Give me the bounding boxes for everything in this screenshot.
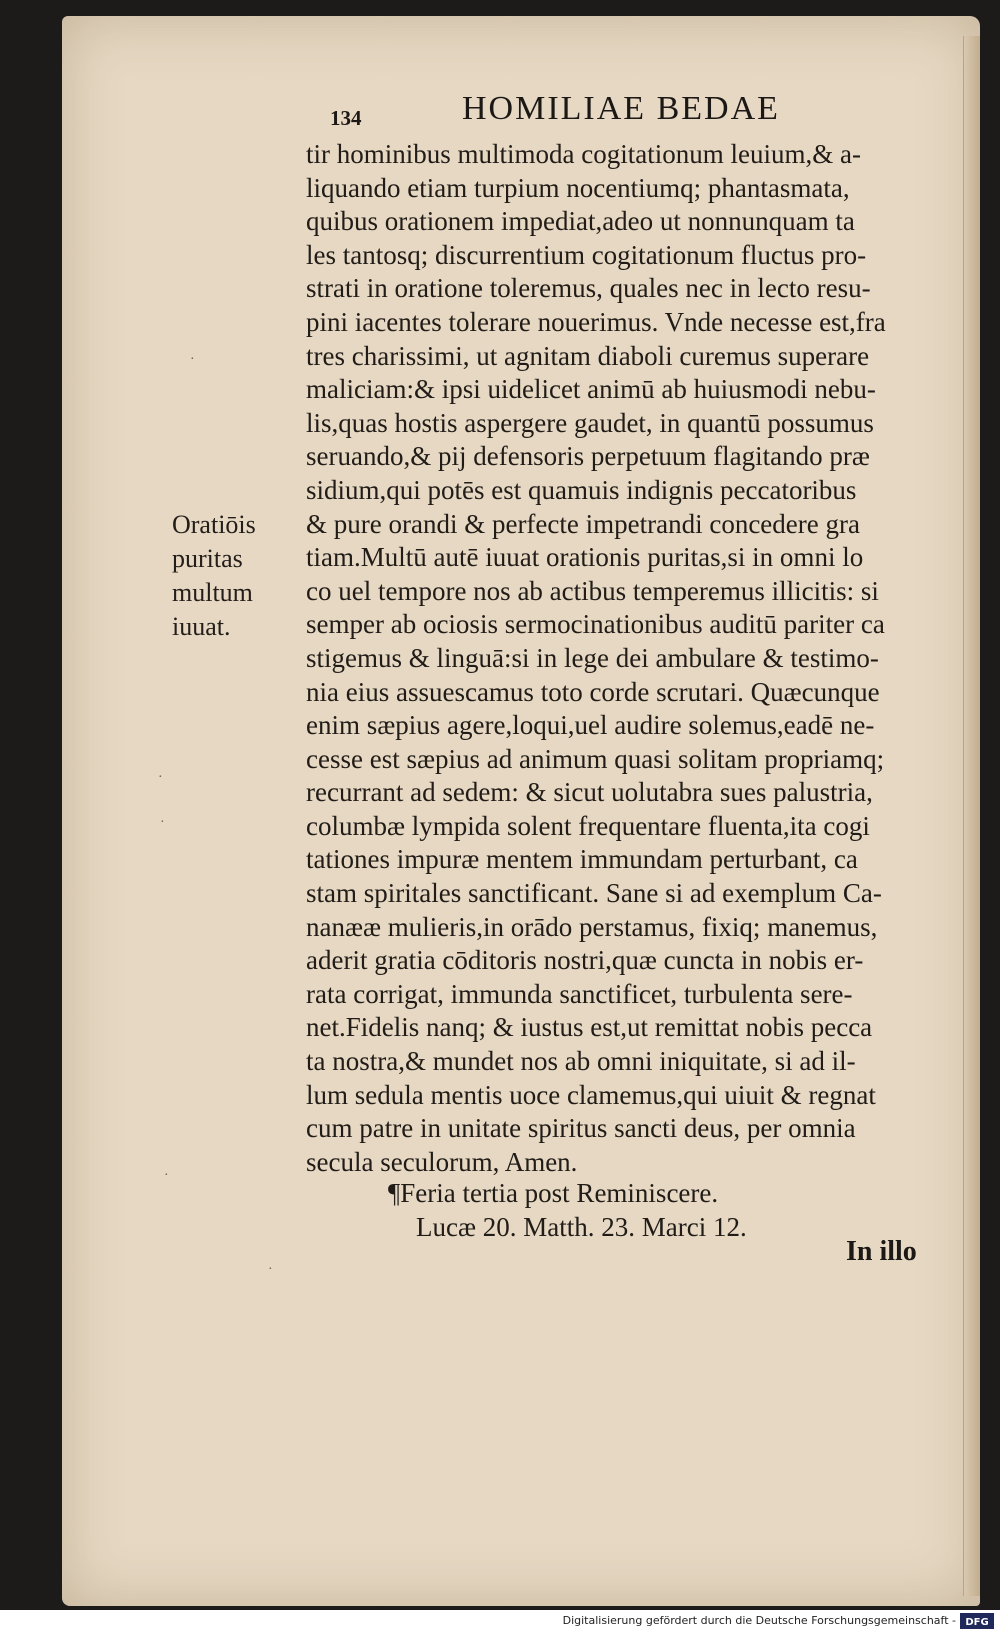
- text-line: co uel tempore nos ab actibus temperemus illicitis: si: [306, 575, 879, 606]
- text-line: net.Fidelis nanq; & iustus est,ut remittat nobis pecca: [306, 1012, 873, 1043]
- margin-note: [172, 508, 297, 644]
- text-line: pini iacentes tolerare nouerimus. Vnde necesse est,fra: [306, 306, 886, 337]
- text-line: tationes impuræ mentem immundam perturbant, ca: [306, 844, 858, 875]
- text-line: stigemus & linguā:si in lege dei ambulare & testimo-: [306, 642, 879, 673]
- margin-note-line: Oratiōis: [172, 510, 256, 539]
- dfg-logo-icon: [960, 1613, 994, 1629]
- section-heading-title: ¶Feria tertia post Reminiscere.: [388, 1178, 719, 1208]
- text-line: ta nostra,& mundet nos ab omni iniquitate, si ad il-: [306, 1046, 856, 1077]
- text-line: stam spiritales sanctificant. Sane si ad exemplum Ca-: [306, 878, 882, 909]
- text-line: seruando,& pij defensoris perpetuum flagitando præ: [306, 441, 870, 472]
- footer-bar: [0, 1610, 1000, 1636]
- text-line: columbæ lympida solent frequentare fluenta,ita cogi: [306, 810, 870, 841]
- footer-credit: Digitalisierung gefördert durch die Deutsche Forschungsgemeinschaft -: [562, 1614, 956, 1627]
- text-line: les tantosq; discurrentium cogitationum fluctus pro-: [306, 239, 867, 270]
- ink-speck: ·: [164, 1168, 169, 1183]
- page-header: [270, 88, 830, 132]
- text-line: secula seculorum, Amen.: [306, 1146, 578, 1177]
- text-line: semper ab ociosis sermocinationibus auditū pariter ca: [306, 609, 885, 640]
- text-line: quibus orationem impediat,adeo ut nonnunquam ta: [306, 206, 855, 237]
- ink-speck: ·: [268, 1262, 273, 1277]
- ink-speck: ·: [158, 770, 163, 785]
- margin-note-line: multum: [172, 578, 253, 607]
- text-line: liquando etiam turpium nocentiumq; phantasmata,: [306, 172, 850, 203]
- text-line: maliciam:& ipsi uidelicet animū ab huiusmodi nebu-: [306, 374, 876, 405]
- page-edge: [963, 36, 980, 1596]
- text-line: nia eius assuescamus toto corde scrutari. Quæcunque: [306, 676, 880, 707]
- page-number: 134: [330, 106, 362, 130]
- text-line: lis,quas hostis aspergere gaudet, in quantū possumus: [306, 407, 874, 438]
- text-line: tir hominibus multimoda cogitationum leuium,& a-: [306, 139, 861, 169]
- catchword: In illo: [846, 1236, 917, 1267]
- text-line: enim sæpius agere,loqui,uel audire solemus,eadē ne-: [306, 710, 875, 741]
- dfg-logo-text: DFG: [965, 1617, 989, 1628]
- running-title: HOMILIAE BEDAE: [462, 90, 780, 127]
- text-line: & pure orandi & perfecte impetrandi concedere gra: [306, 508, 860, 539]
- ink-speck: ·: [160, 815, 165, 830]
- text-line: sidium,qui potēs est quamuis indignis peccatoribus: [306, 474, 857, 505]
- text-line: cesse est sæpius ad animum quasi solitam propriamq;: [306, 743, 885, 774]
- text-line: nanææ mulieris,in orādo perstamus, fixiq; manemus,: [306, 911, 878, 942]
- text-line: lum sedula mentis uoce clamemus,qui uiuit & regnat: [306, 1079, 876, 1110]
- text-line: tres charissimi, ut agnitam diaboli curemus superare: [306, 340, 870, 371]
- text-line: tiam.Multū autē iuuat orationis puritas,si in omni lo: [306, 542, 864, 573]
- text-line: rata corrigat, immunda sanctificet, turbulenta sere-: [306, 978, 853, 1009]
- section-heading: [388, 1176, 747, 1244]
- section-heading-references: Lucæ 20. Matth. 23. Marci 12.: [416, 1212, 747, 1242]
- body-text: [306, 138, 941, 1179]
- text-line: recurrant ad sedem: & sicut uolutabra sues palustria,: [306, 777, 873, 808]
- text-line: cum patre in unitate spiritus sancti deus, per omnia: [306, 1113, 856, 1144]
- text-line: aderit gratia cōditoris nostri,quæ cuncta in nobis er-: [306, 945, 864, 976]
- margin-note-line: iuuat.: [172, 612, 231, 641]
- ink-speck: ·: [190, 352, 195, 367]
- margin-note-line: puritas: [172, 544, 243, 573]
- text-line: strati in oratione toleremus, quales nec in lecto resu-: [306, 273, 871, 304]
